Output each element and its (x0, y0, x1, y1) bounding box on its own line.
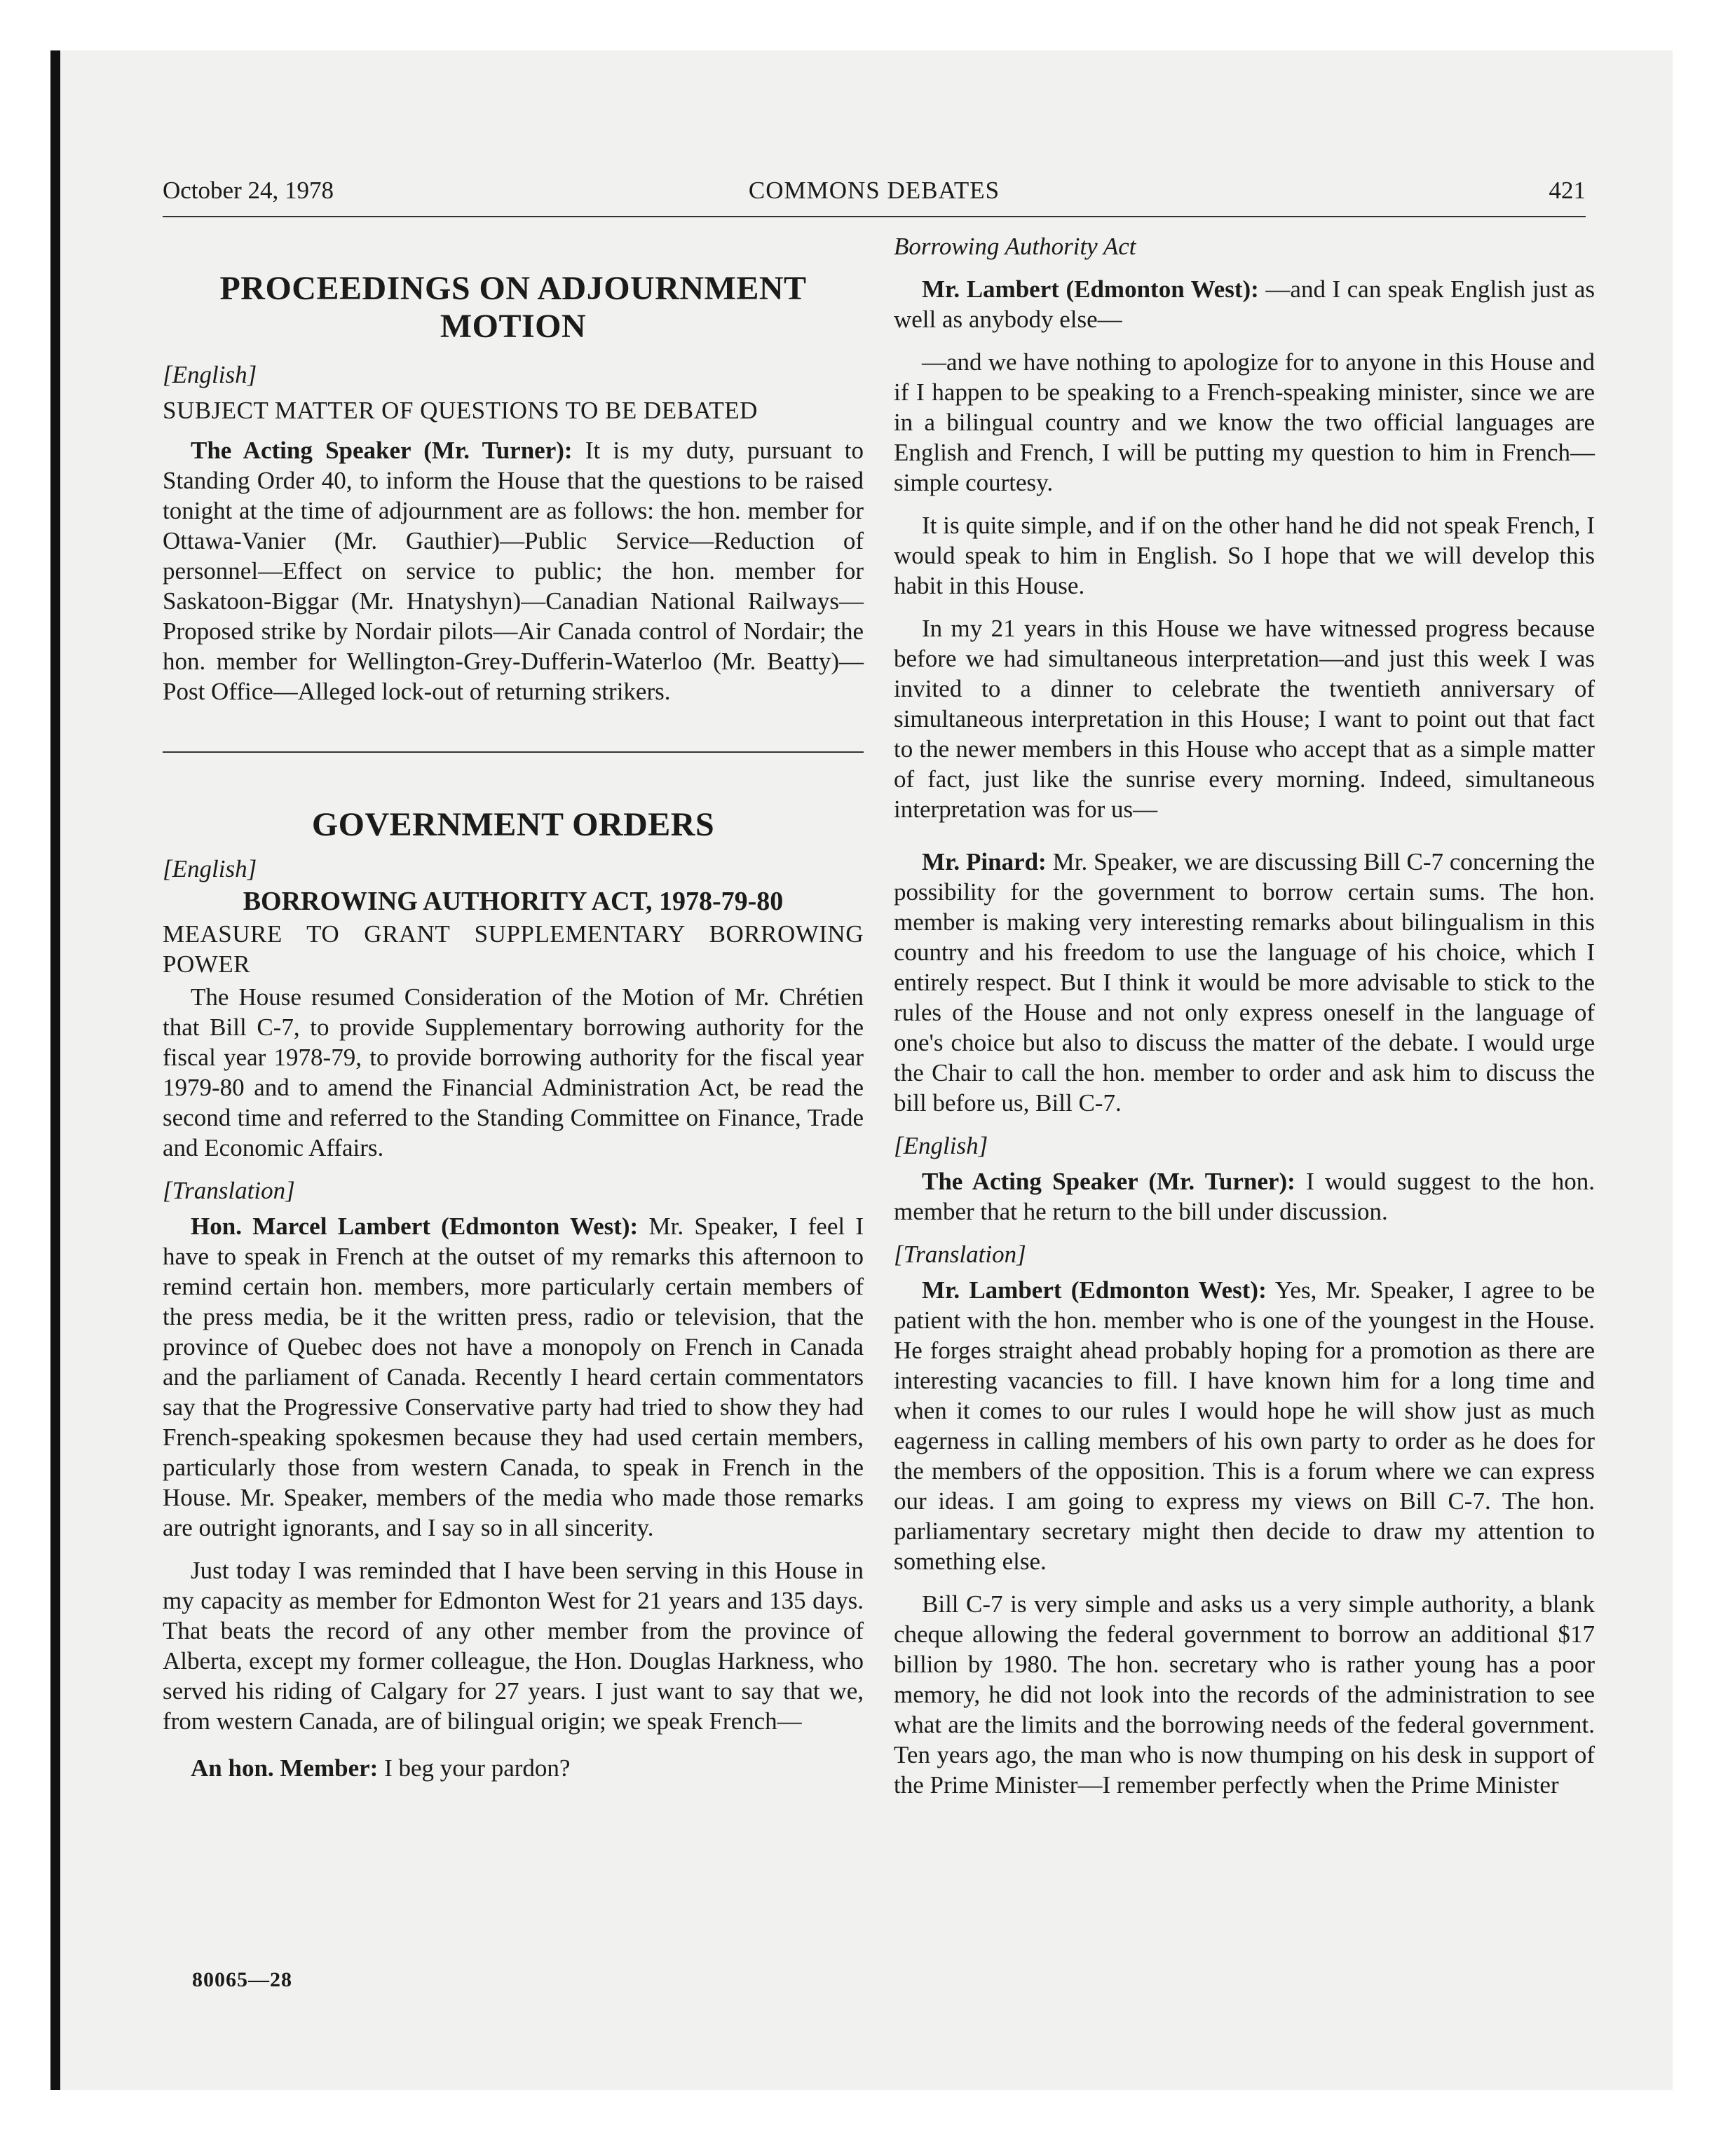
government-orders-heading: GOVERNMENT ORDERS (311, 806, 715, 843)
speaker-name: Mr. Pinard: (922, 848, 1047, 875)
adjournment-subhead: SUBJECT MATTER OF QUESTIONS TO BE DEBATED (163, 397, 758, 424)
adjournment-heading-line1: PROCEEDINGS ON ADJOURNMENT (219, 270, 807, 307)
paragraph-text: Mr. Speaker, I feel I have to speak in French at the outset of my remarks this afternoon to remind certain hon. members, more particularly certain members of the press media, be it the written press, radio or television, that the province of Quebec does not have a monopoly on French in Canada and the parliament of Canada. Recently I heard certain commentators say that the Progressive Conservative party had tried to show they had French-speaking spokesmen because they had used certain members, particularly those from western Canada, to speak in French in the House. Mr. Speaker, members of the media who made those remarks are outright ignorants, and I say so in all sincerity. (163, 1213, 864, 1541)
header-page-number: 421 (1549, 177, 1586, 204)
interjection-paragraph (163, 1753, 864, 1783)
paragraph-text: It is my duty, pursuant to Standing Order 40, to inform the House that the questions to be raised tonight at the time of adjournment are as follows: the hon. member for Ottawa-Vanier (Mr. Gauthier)—Public Service—Reduction of personnel—Effect on service to public; the hon. member for Saskatoon-Biggar (Mr. Hnatyshyn)—Canadian National Railways—Proposed strike by Nordair pilots—Air Canada control of Nordair; the hon. member for Wellington-Grey-Dufferin-Waterloo (Mr. Beatty)—Post Office—Alleged lock-out of returning strikers. (163, 437, 864, 705)
scan-edge-bar (50, 50, 60, 2090)
acting-speaker-paragraph (894, 1166, 1595, 1227)
adjournment-heading-line2: MOTION (440, 308, 587, 345)
language-tag: [English] (894, 1132, 988, 1159)
lambert-paragraph (894, 1275, 1595, 1576)
pinard-paragraph (894, 847, 1595, 1118)
paragraph-text: —and I can speak English just as well as anybody else— (894, 275, 1595, 333)
bill-title: BORROWING AUTHORITY ACT, 1978-79-80 (243, 887, 784, 916)
motion-paragraph: The House resumed Consideration of the Motion of Mr. Chrétien that Bill C-7, to provide Supplementary borrowing authority for the fiscal year 1978-79, to provide borrowing authority for the fiscal year 1979-80 and to amend the Financial Administration Act, be read the second time and referred to the Standing Committee on Finance, Trade and Economic Affairs. (163, 983, 864, 1161)
lambert-paragraph-2: Just today I was reminded that I have been serving in this House in my capacity as member for Edmonton West for 21 years and 135 days. That beats the record of any other member from the province of Alberta, except my former colleague, the Hon. Douglas Harkness, who served his riding of Calgary for 27 years. I just want to say that we, from western Canada, are of bilingual origin; we speak French— (163, 1557, 864, 1735)
running-head (163, 177, 1586, 217)
language-tag: [Translation] (163, 1177, 295, 1204)
paragraph-text: I would suggest to the hon. member that he return to the bill under discussion. (894, 1168, 1595, 1225)
running-title: Borrowing Authority Act (894, 233, 1136, 260)
left-column (163, 231, 864, 1783)
adjournment-paragraph (163, 435, 864, 707)
speaker-name: Mr. Lambert (Edmonton West): (922, 275, 1259, 303)
language-tag: [Translation] (894, 1241, 1026, 1268)
header-title: COMMONS DEBATES (748, 177, 1000, 204)
speaker-name: Hon. Marcel Lambert (Edmonton West): (191, 1213, 639, 1240)
header-date: October 24, 1978 (163, 177, 334, 204)
paragraph: Bill C-7 is very simple and asks us a very simple authority, a blank cheque allowing the federal government to borrow an additional $17 billion by 1980. The hon. secretary who is rather young has a poor memory, he did not look into the records of the administration to see what are the limits and the borrowing needs of the federal government. Ten years ago, the man who is now thumping on his desk in support of the Prime Minister—I remember perfectly when the Prime Minister (894, 1590, 1595, 1799)
speaker-name: Mr. Lambert (Edmonton West): (922, 1276, 1267, 1304)
speaker-name: The Acting Speaker (Mr. Turner): (191, 437, 573, 464)
speaker-name: The Acting Speaker (Mr. Turner): (922, 1168, 1295, 1195)
paragraph-text: Yes, Mr. Speaker, I agree to be patient with the hon. member who is one of the youngest in the House. He forges straight ahead probably hoping for a promotion as there are interesting vacancies to fill. I have known him for a long time and when it comes to our rules I would hope he will show just as much eagerness in calling members of his own party to order as he does for the members of the opposition. This is a forum where we can express our ideas. I am going to express my views on Bill C-7. The hon. parliamentary secretary might then decide to draw my attention to something else. (894, 1276, 1595, 1575)
paragraph: It is quite simple, and if on the other hand he did not speak French, I would speak to him in English. So I hope that we will develop this habit in this House. (894, 512, 1595, 599)
paragraph: —and we have nothing to apologize for to anyone in this House and if I happen to be speaking to a French-speaking minister, since we are in a bilingual country and we know the two official languages are English and French, I will be putting my question to him in French—simple courtesy. (894, 348, 1595, 496)
paragraph: In my 21 years in this House we have witnessed progress because before we had simultaneous interpretation—and just this week I was invited to a dinner to celebrate the twentieth anniversary of simultaneous interpretation in this House; I want to point out that fact to the newer members in this House who accept that as a simple matter of fact, just like the sunrise every morning. Indeed, simultaneous interpretation was for us— (894, 615, 1595, 823)
speaker-name: An hon. Member: (191, 1754, 379, 1782)
paragraph-text: I beg your pardon? (384, 1754, 571, 1782)
paragraph-text: Mr. Speaker, we are discussing Bill C-7 concerning the possibility for the government to borrow certain sums. The hon. member is making very interesting remarks about bilingualism in this country and his freedom to use the language of his choice, which I entirely respect. But I think it would be more advisable to stick to the rules of the House and not only express oneself in the language of one's choice but also to discuss the matter of the debate. I would urge the Chair to call the hon. member to order and ask him to discuss the bill before us, Bill C-7. (894, 848, 1595, 1117)
right-column (894, 231, 1595, 1800)
bill-subhead: MEASURE TO GRANT SUPPLEMENTARY BORROWING POWER (163, 920, 864, 978)
footer-code: 80065—28 (192, 1968, 292, 1991)
lambert-paragraph (163, 1211, 864, 1543)
language-tag: [English] (163, 361, 257, 388)
language-tag: [English] (163, 855, 257, 882)
lambert-reply (894, 274, 1595, 334)
adjournment-heading (177, 270, 850, 346)
